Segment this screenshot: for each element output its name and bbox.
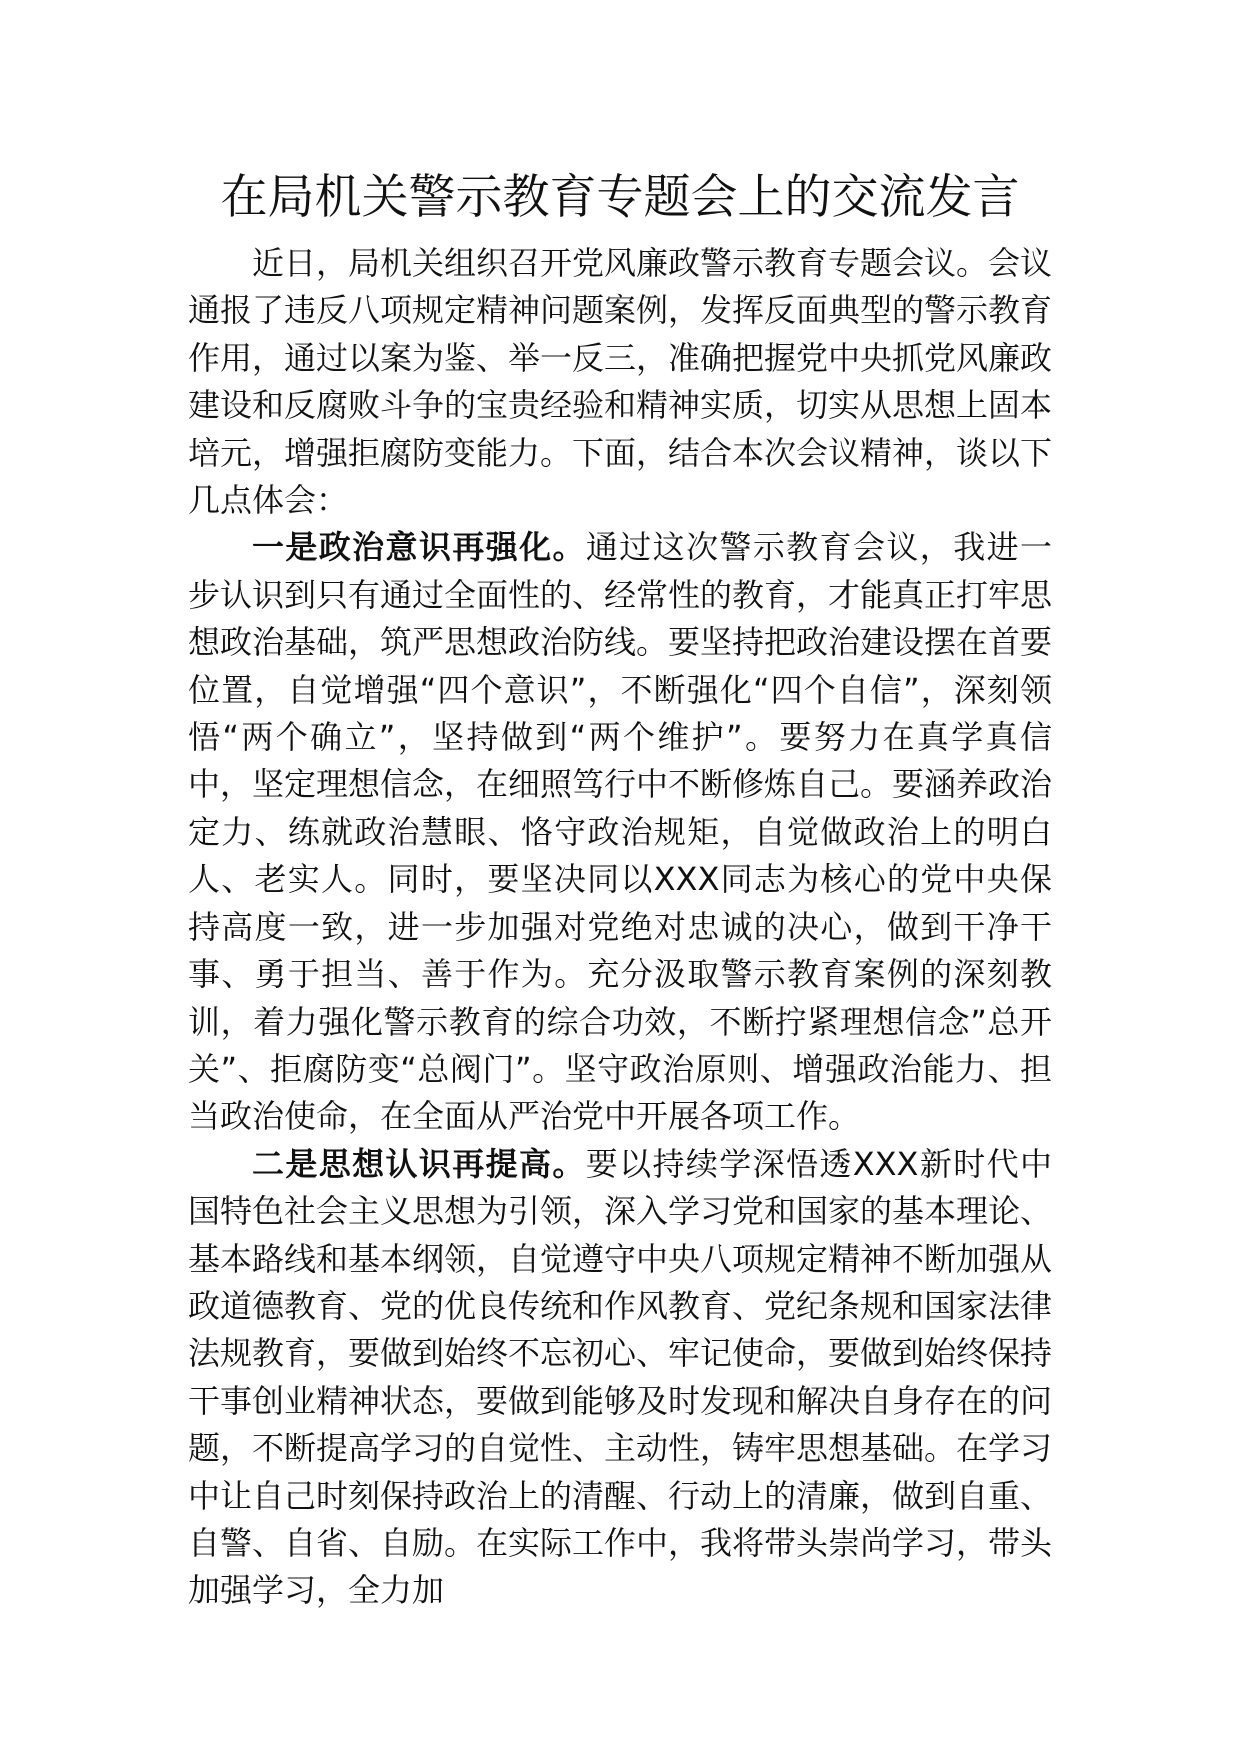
- paragraph-intro-text: 近日，局机关组织召开党风廉政警示教育专题会议。会议通报了违反八项规定精神问题案例，发挥反面典型的警示教育作用，通过以案为鉴、举一反三，准确把握党中央抓党风廉政建设和反腐败斗争的宝贵经验和精神实质，切实从思想上固本培元，增强拒腐防变能力。下面，结合本次会议精神，谈以下几点体会：: [188, 244, 1053, 520]
- paragraph-political-awareness-text: 通过这次警示教育会议，我进一步认识到只有通过全面性的、经常性的教育，才能真正打牢思想政治基础，筑严思想政治防线。要坚持把政治建设摆在首要位置，自觉增强“四个意识”，不断强化“四个自信”，深刻领悟“两个确立”，坚持做到“两个维护”。要努力在真学真信中，坚定理想信念，在细照笃行中不断修炼自己。要涵养政治定力、练就政治慧眼、恪守政治规矩，自觉做政治上的明白人、老实人。同时，要坚决同以XXX同志为核心的党中央保持高度一致，进一步加强对党绝对忠诚的决心，做到干净干事、勇于担当、善于作为。充分汲取警示教育案例的深刻教训，着力强化警示教育的综合功效，不断拧紧理想信念”总开关”、拒腐防变“总阀门”。坚守政治原则、增强政治能力、担当政治使命，在全面从严治党中开展各项工作。: [188, 528, 1053, 1136]
- paragraph-political-awareness: [188, 524, 1052, 1140]
- paragraph-intro: [188, 240, 1052, 524]
- document-title: 在局机关警示教育专题会上的交流发言: [220, 170, 1020, 225]
- document-body: [188, 240, 1052, 1615]
- paragraph-ideological-understanding-text: 要以持续学深悟透XXX新时代中国特色社会主义思想为引领，深入学习党和国家的基本理论、基本路线和基本纲领，自觉遵守中央八项规定精神不断加强从政道德教育、党的优良传统和作风教育、党纪条规和国家法律法规教育，要做到始终不忘初心、牢记使命，要做到始终保持干事创业精神状态，要做到能够及时发现和解决自身存在的问题，不断提高学习的自觉性、主动性，铸牢思想基础。在学习中让自己时刻保持政治上的清醒、行动上的清廉，做到自重、自警、自省、自励。在实际工作中，我将带头崇尚学习，带头加强学习，全力加: [188, 1144, 1053, 1610]
- paragraph-ideological-understanding: [188, 1141, 1052, 1615]
- paragraph-ideological-understanding-heading: 二是思想认识再提高。: [252, 1144, 586, 1183]
- paragraph-political-awareness-heading: 一是政治意识再强化。: [252, 528, 586, 567]
